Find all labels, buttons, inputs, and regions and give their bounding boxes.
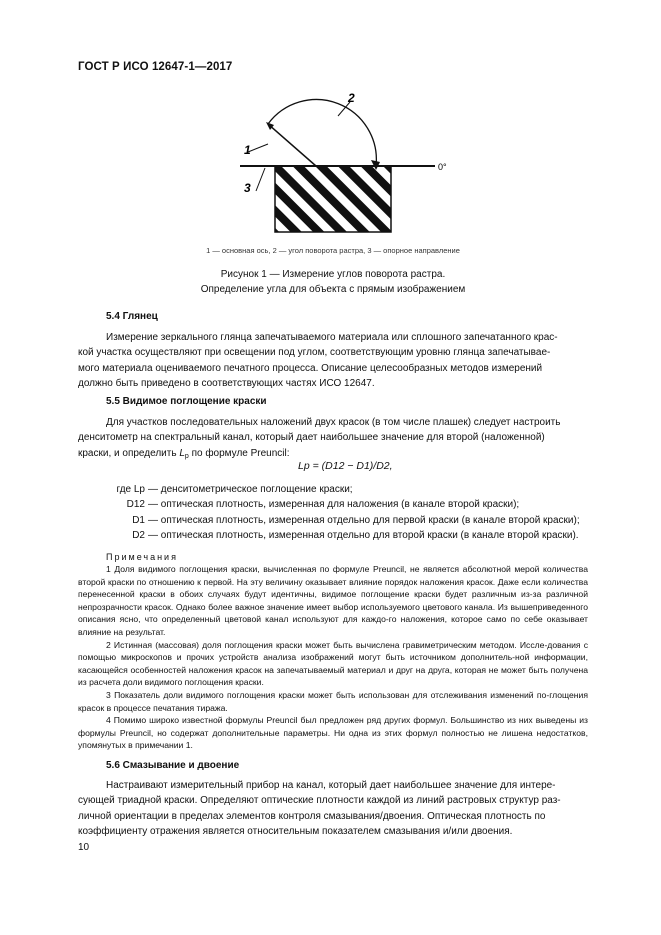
section-5-6-text xyxy=(78,778,588,840)
figure-caption xyxy=(78,267,588,297)
text-line: личной ориентации в пределах элементов контроля смазывания/двоения. Оптическая плотность по xyxy=(78,810,546,822)
notes-title: Примечания xyxy=(106,552,178,562)
definition-row: где Lp — денситометрическое поглощение краски; xyxy=(116,484,353,495)
figure-legend: 1 — основная ось, 2 — угол поворота растра, 3 — опорное направление xyxy=(206,246,460,255)
text-line: Настраивают измерительный прибор на канал, который дает наибольшее значение для интере- xyxy=(106,780,556,791)
text-line: коэффициенту отражения является относительным показателем смазывания и/или двоения. xyxy=(78,826,513,838)
text-line: мого материала оцениваемого печатного процесса. Описание целесообразных методов измерений xyxy=(78,362,543,374)
text-line: денситометр на спектральный канал, который дает наибольшее значение для второй (наложенной) xyxy=(78,432,545,444)
note-item: 4 Помимо широко известной формулы Preuncil был предложен ряд других формул. Большинство из них выведены из формулы Preuncil, но содержат дополнительные параметры. Ни одна из этих формул полностью не лишена недостатков, упомянутых в примечании 1. xyxy=(78,715,588,751)
text-line: краски, и определить $L_p$ по формуле Preuncil: xyxy=(78,447,290,460)
halftone-sample xyxy=(275,166,391,232)
notes xyxy=(78,563,588,752)
note-item: 1 Доля видимого поглощения краски, вычисленная по формуле Preuncil, не является абсолютной мерой количества второй краски по отношению к первой. На эту величину оказывает влияние порядок наложения красок. Даже если количества перенесенной краски в обоих случаях будут идентичны, видимое поглощение краски будет различным из-за различной непрозрачности красок. Однако более важное значение имеет выбор используемого цветового канала. Из вышеприведенного описания ясно, что определенный цветовой канал используют для каждо-го наложения, которое само по себе оказывает влияние на результат. xyxy=(78,564,588,637)
caption-line-1: Рисунок 1 — Измерение углов поворота растра. xyxy=(220,269,446,280)
preuncil-formula: Lp = (D12 − D1)/D2, xyxy=(298,460,393,472)
caption-line-2: Определение угла для объекта с прямым изображением xyxy=(200,284,466,295)
definition-row: D12 — оптическая плотность, измеренная для наложения (в канале второй краски); xyxy=(126,499,520,511)
screen-angle-figure xyxy=(230,88,470,248)
label-2: 2 xyxy=(348,91,355,105)
note-item: 2 Истинная (массовая) доля поглощения краски может быть вычислена гравиметрическим методом. Иссле-дования с помощью микроскопов и прочих устройств анализа изображений могут быть источником дополнитель-ной информации, касающейся особенностей наложения красок на запечатываемый материал и друг на друга, которая не может быть получена из расчета доли видимого поглощения краски. xyxy=(78,639,588,688)
definition-row: D2 — оптическая плотность, измеренная отдельно для второй краски (в канале второй краски). xyxy=(132,530,579,542)
text-line: кой участка осуществляют при освещении под углом, соответствующим уровню глянца запечатывае- xyxy=(78,347,551,359)
note-item: 3 Показатель доли видимого поглощения краски может быть использован для отслеживания изменений по-глощения красок в процессе печатания тиража. xyxy=(78,689,588,713)
text-line: Для участков последовательных наложений двух красок (в том числе плашек) следует настроить xyxy=(106,417,561,428)
leader-3 xyxy=(256,168,265,191)
definition-row: D1 — оптическая плотность, измеренная отдельно для первой краски (в канале второй краски); xyxy=(132,514,580,526)
leader-1 xyxy=(248,144,268,152)
text-line: Измерение зеркального глянца запечатываемого материала или сплошного запечатанного крас- xyxy=(106,332,558,343)
formula-definitions xyxy=(78,482,593,544)
text-line: должно быть приведено в соответствующих частях ИСО 12647. xyxy=(78,378,375,390)
section-5-6-heading: 5.6 Смазывание и двоение xyxy=(106,760,240,771)
section-5-4-heading: 5.4 Глянец xyxy=(106,311,158,322)
text-line: сующей триадной краски. Определяют оптические плотности каждой из линий растровых структур раз- xyxy=(78,795,561,807)
document-header: ГОСТ Р ИСО 12647-1—2017 xyxy=(78,61,233,73)
rotation-angle-arc xyxy=(268,100,376,166)
section-5-5-heading: 5.5 Видимое поглощение краски xyxy=(106,396,267,407)
label-zero-degrees: 0° xyxy=(438,162,447,172)
section-5-4-text xyxy=(78,330,588,392)
page-number: 10 xyxy=(78,842,90,853)
label-3: 3 xyxy=(244,181,251,195)
main-axis-line xyxy=(268,124,316,166)
label-1: 1 xyxy=(244,143,251,157)
section-5-5-text xyxy=(78,415,588,464)
